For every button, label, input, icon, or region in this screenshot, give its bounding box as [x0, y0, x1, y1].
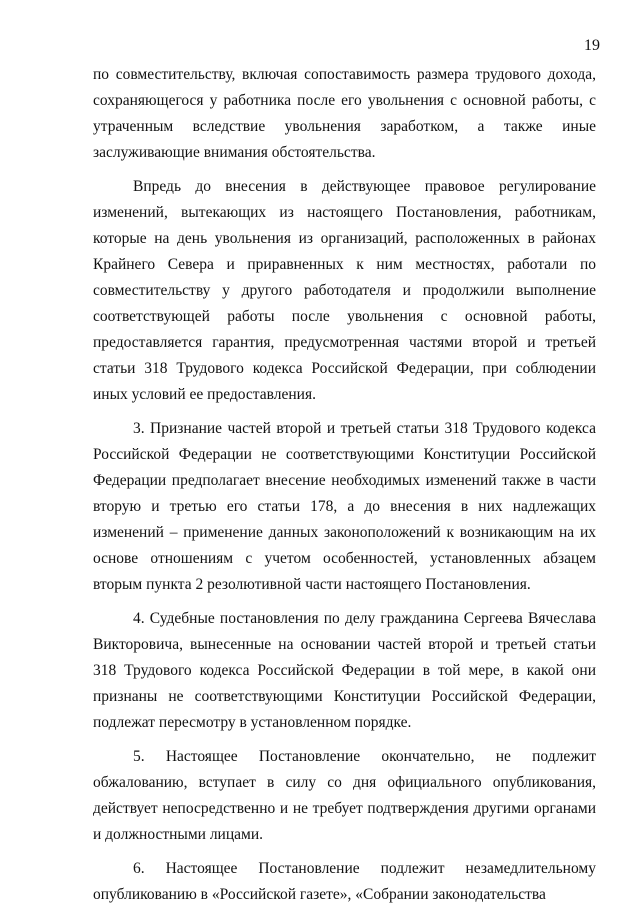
- paragraph-item-3: 3. Признание частей второй и третьей статьи 318 Трудового кодекса Российской Федерации не соответствующими Конституции Российской Федерации предполагает внесение необходимых изменений также в части вторую и третью его статьи 178, а до внесения в них надлежащих изменений – применение данных законоположений к возникающим на их основе отношениям с учетом особенностей, установленных абзацем вторым пункта 2 резолютивной части настоящего Постановления.: [93, 420, 596, 593]
- paragraph-item-5: 5. Настоящее Постановление окончательно, не подлежит обжалованию, вступает в силу со дня официального опубликования, действует непосредственно и не требует подтверждения другими органами и должностными лицами.: [93, 748, 596, 843]
- paragraph-item-4: 4. Судебные постановления по делу гражданина Сергеева Вячеслава Викторовича, вынесенные на основании частей второй и третьей статьи 318 Трудового кодекса Российской Федерации в той мере, в какой они признаны не соответствующими Конституции Российской Федерации, подлежат пересмотру в установленном порядке.: [93, 610, 596, 731]
- paragraph-item-6: 6. Настоящее Постановление подлежит незамедлительному опубликованию в «Российской газете», «Собрании законодательства: [93, 860, 596, 903]
- page-number: 19: [584, 37, 600, 54]
- document-body: [93, 62, 596, 916]
- paragraph-continuation: по совместительству, включая сопоставимость размера трудового дохода, сохраняющегося у работника после его увольнения с основной работы, с утраченным вследствие увольнения заработком, а также иные заслуживающие внимания обстоятельства.: [93, 66, 596, 161]
- paragraph-interim-guarantee: Впредь до внесения в действующее правовое регулирование изменений, вытекающих из настоящего Постановления, работникам, которые на день увольнения из организаций, расположенных в районах Крайнего Севера и приравненных к ним местностях, работали по совместительству у другого работодателя и продолжили выполнение соответствующей работы после увольнения с основной работы, предоставляется гарантия, предусмотренная частями второй и третьей статьи 318 Трудового кодекса Российской Федерации, при соблюдении иных условий ее предоставления.: [93, 178, 596, 403]
